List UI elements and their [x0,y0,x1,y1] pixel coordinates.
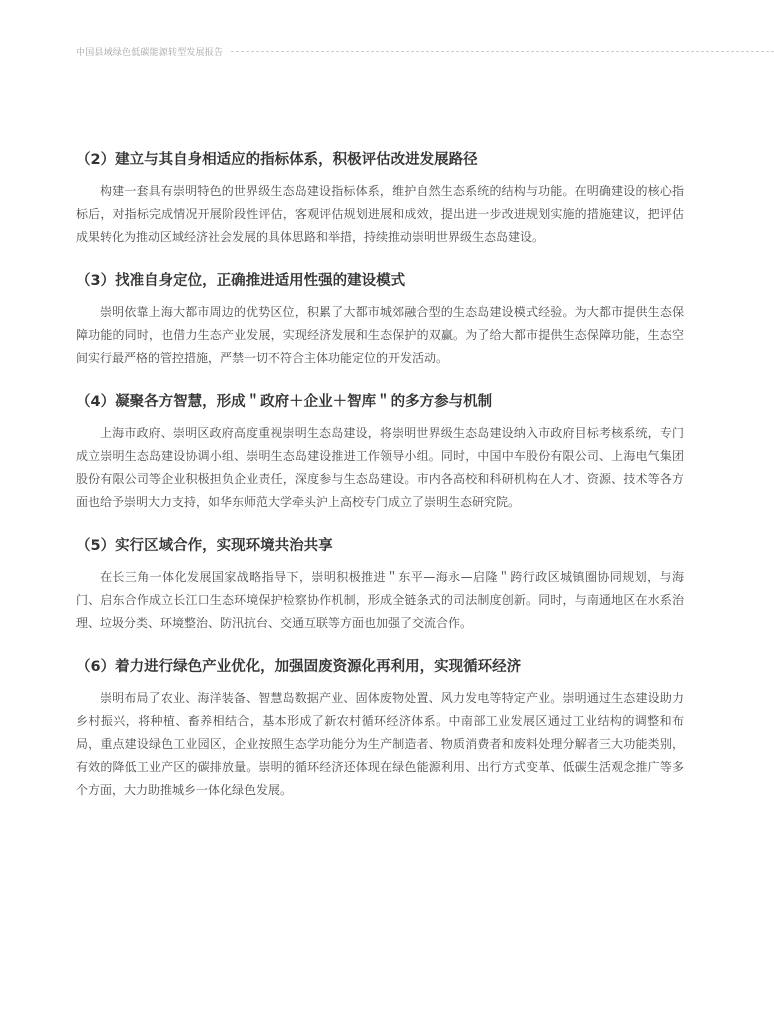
section-6 [76,657,684,802]
page-header [76,44,774,58]
header-divider [231,51,774,52]
section-heading: （3）找准自身定位，正确推进适用性强的建设模式 [76,273,406,289]
section-2 [76,150,684,249]
section-heading: （6）着力进行绿色产业优化，加强固废资源化再利用，实现循环经济 [76,659,522,675]
section-paragraph: 构建一套具有崇明特色的世界级生态岛建设指标体系，维护自然生态系统的结构与功能。在明确建设的核心指标后，对指标完成情况开展阶段性评估，客观评估规划进展和成效，提出进一步改进规划实施的措施建议，把评估成果转化为推动区域经济社会发展的具体思路和举措，持续推动崇明世界级生态岛建设。 [76,184,684,244]
section-3 [76,271,684,370]
section-paragraph: 崇明依靠上海大都市周边的优势区位，积累了大都市城郊融合型的生态岛建设模式经验。为大都市提供生态保障功能的同时，也借力生态产业发展，实现经济发展和生态保护的双赢。为了给大都市提供生态保障功能，生态空间实行最严格的管控措施，严禁一切不符合主体功能定位的开发活动。 [76,305,684,365]
section-paragraph: 在长三角一体化发展国家战略指导下，崇明积极推进＂东平—海永—启隆＂跨行政区城镇圈协同规划，与海门、启东合作成立长江口生态环境保护检察协作机制，形成全链条式的司法制度创新。同时，与南通地区在水系治理、垃圾分类、环境整治、防汛抗台、交通互联等方面也加强了交流合作。 [76,570,684,630]
section-paragraph: 崇明布局了农业、海洋装备、智慧岛数据产业、固体废物处置、风力发电等特定产业。崇明通过生态建设助力乡村振兴，将种植、畜养相结合，基本形成了新农村循环经济体系。中南部工业发展区通过工业结构的调整和布局，重点建设绿色工业园区，企业按照生态学功能分为生产制造者、物质消费者和废料处理分解者三大功能类别，有效的降低工业产区的碳排放量。崇明的循环经济还体现在绿色能源利用、出行方式变革、低碳生活观念推广等多个方面，大力助推城乡一体化绿色发展。 [76,691,684,797]
section-heading: （2）建立与其自身相适应的指标体系，积极评估改进发展路径 [76,152,478,168]
header-title: 中国县域绿色低碳能源转型发展报告 [76,47,224,58]
section-heading: （5）实行区域合作，实现环境共治共享 [76,538,333,554]
section-heading: （4）凝聚各方智慧，形成＂政府＋企业＋智库＂的多方参与机制 [76,394,493,410]
section-4 [76,392,684,514]
section-paragraph: 上海市政府、崇明区政府高度重视崇明生态岛建设，将崇明世界级生态岛建设纳入市政府目标考核系统，专门成立崇明生态岛建设协调小组、崇明生态岛建设推进工作领导小组。同时，中国中车股份有限公司、上海电气集团股份有限公司等企业积极担负企业责任，深度参与生态岛建设。市内各高校和科研机构在人才、资源、技术等各方面也给予崇明大力支持，如华东师范大学牵头沪上高校专门成立了崇明生态研究院。 [76,426,684,509]
section-5 [76,536,684,635]
main-content [76,150,684,824]
